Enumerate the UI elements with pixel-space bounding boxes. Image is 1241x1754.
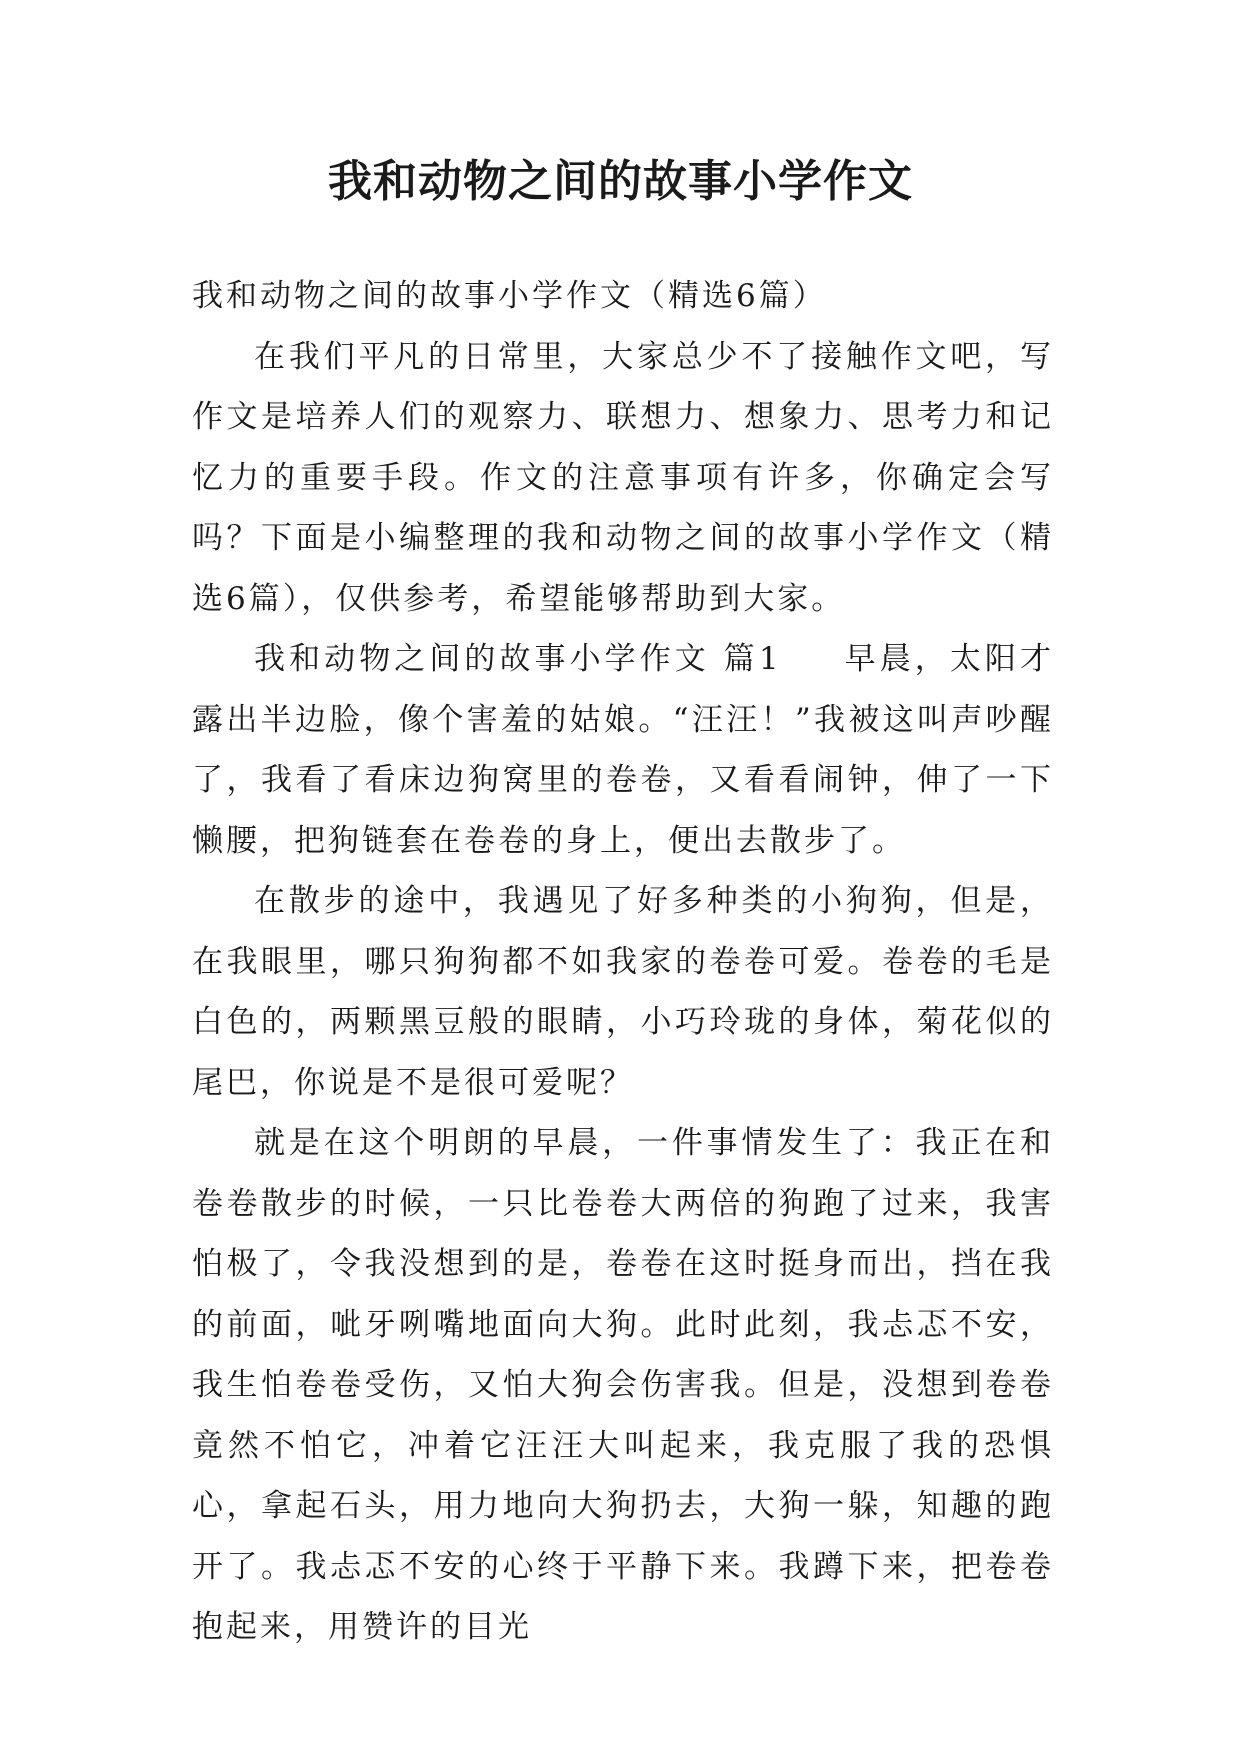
section-1-paragraph-1 xyxy=(192,629,1054,871)
section-1-paragraph-2: 在散步的途中，我遇见了好多种类的小狗狗，但是，在我眼里，哪只狗狗都不如我家的卷卷可爱。卷卷的毛是白色的，两颗黑豆般的眼睛，小巧玲珑的身体，菊花似的尾巴，你说是不是很可爱呢？ xyxy=(192,883,1054,1101)
document-subtitle: 我和动物之间的故事小学作文（精选6篇） xyxy=(192,278,827,314)
section-1-heading: 我和动物之间的故事小学作文 篇1 xyxy=(254,641,782,677)
section-1-paragraph-1-text: 早晨，太阳才露出半边脸，像个害羞的姑娘。“汪汪！”我被这叫声吵醒了，我看了看床边狗窝里的卷卷，又看看闹钟，伸了一下懒腰，把狗链套在卷卷的身上，便出去散步了。 xyxy=(192,641,1054,859)
document-title: 我和动物之间的故事小学作文 xyxy=(328,156,913,207)
document-body xyxy=(192,266,1054,1658)
section-1-paragraph-3: 就是在这个明朗的早晨，一件事情发生了：我正在和卷卷散步的时候，一只比卷卷大两倍的狗跑了过来，我害怕极了，令我没想到的是，卷卷在这时挺身而出，挡在我的前面，呲牙咧嘴地面向大狗。此时此刻，我忐忑不安，我生怕卷卷受伤，又怕大狗会伤害我。但是，没想到卷卷竟然不怕它，冲着它汪汪大叫起来，我克服了我的恐惧心，拿起石头，用力地向大狗扔去，大狗一躲，知趣的跑开了。我忐忑不安的心终于平静下来。我蹲下来，把卷卷抱起来，用赞许的目光 xyxy=(192,1125,1054,1645)
intro-paragraph: 在我们平凡的日常里，大家总少不了接触作文吧，写作文是培养人们的观察力、联想力、想象力、思考力和记忆力的重要手段。作文的注意事项有许多，你确定会写吗？下面是小编整理的我和动物之间的故事小学作文（精选6篇），仅供参考，希望能够帮助到大家。 xyxy=(192,338,1054,617)
